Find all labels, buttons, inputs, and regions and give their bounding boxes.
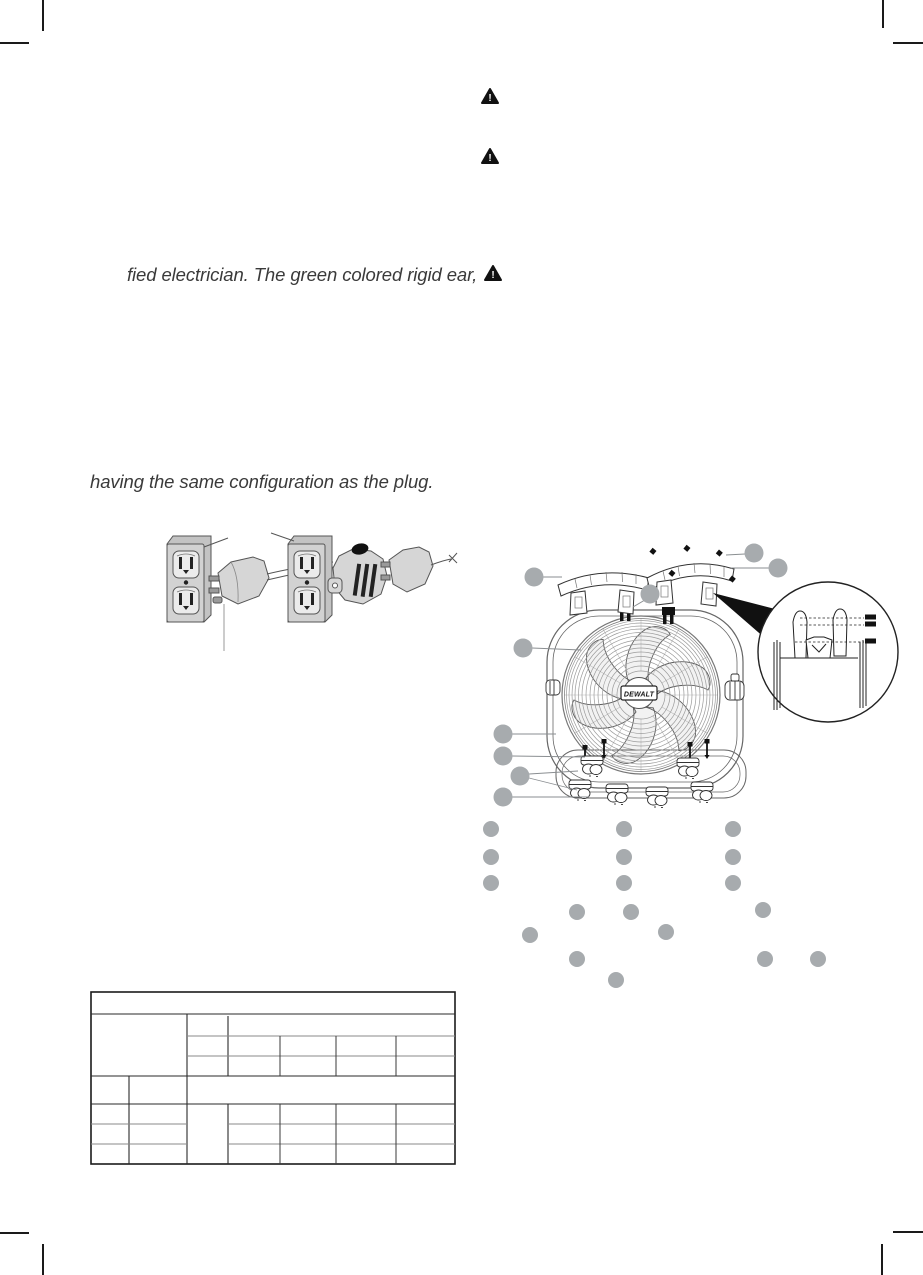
warning-icon — [481, 148, 499, 165]
outlet-plate — [271, 533, 332, 622]
warning-icon — [484, 265, 502, 282]
plug-with-cord — [381, 547, 457, 592]
warning-icon — [481, 88, 499, 105]
crop-mark-bottom-right-h — [893, 1231, 923, 1233]
hub-logo-text: DEWALT — [623, 691, 655, 699]
body-text-fragment-1: fied electrician. The green colored rigid ear, — [127, 264, 478, 285]
parts-list-dots — [483, 821, 826, 988]
handle-piece-left — [558, 572, 649, 615]
crop-mark-top-right-v — [882, 0, 884, 28]
warning-exclamation: ! — [488, 93, 492, 105]
body-text-fragment-2: having the same configuration as the plug. — [90, 471, 434, 492]
crop-mark-bottom-left-h — [0, 1232, 29, 1234]
grounding-illustration — [160, 525, 455, 660]
warning-exclamation: ! — [488, 153, 492, 165]
crop-mark-top-left-h — [0, 42, 29, 44]
crop-mark-top-left-v — [42, 0, 44, 31]
warning-exclamation: ! — [491, 270, 495, 282]
crop-mark-top-right-h — [893, 42, 923, 44]
crop-mark-bottom-left-v — [42, 1244, 44, 1275]
grounding-adapter — [328, 542, 387, 604]
fan-exploded-diagram — [470, 535, 923, 995]
crop-mark-bottom-right-v — [881, 1244, 883, 1275]
spec-table-grid — [85, 986, 461, 1170]
detail-circle — [758, 582, 898, 722]
